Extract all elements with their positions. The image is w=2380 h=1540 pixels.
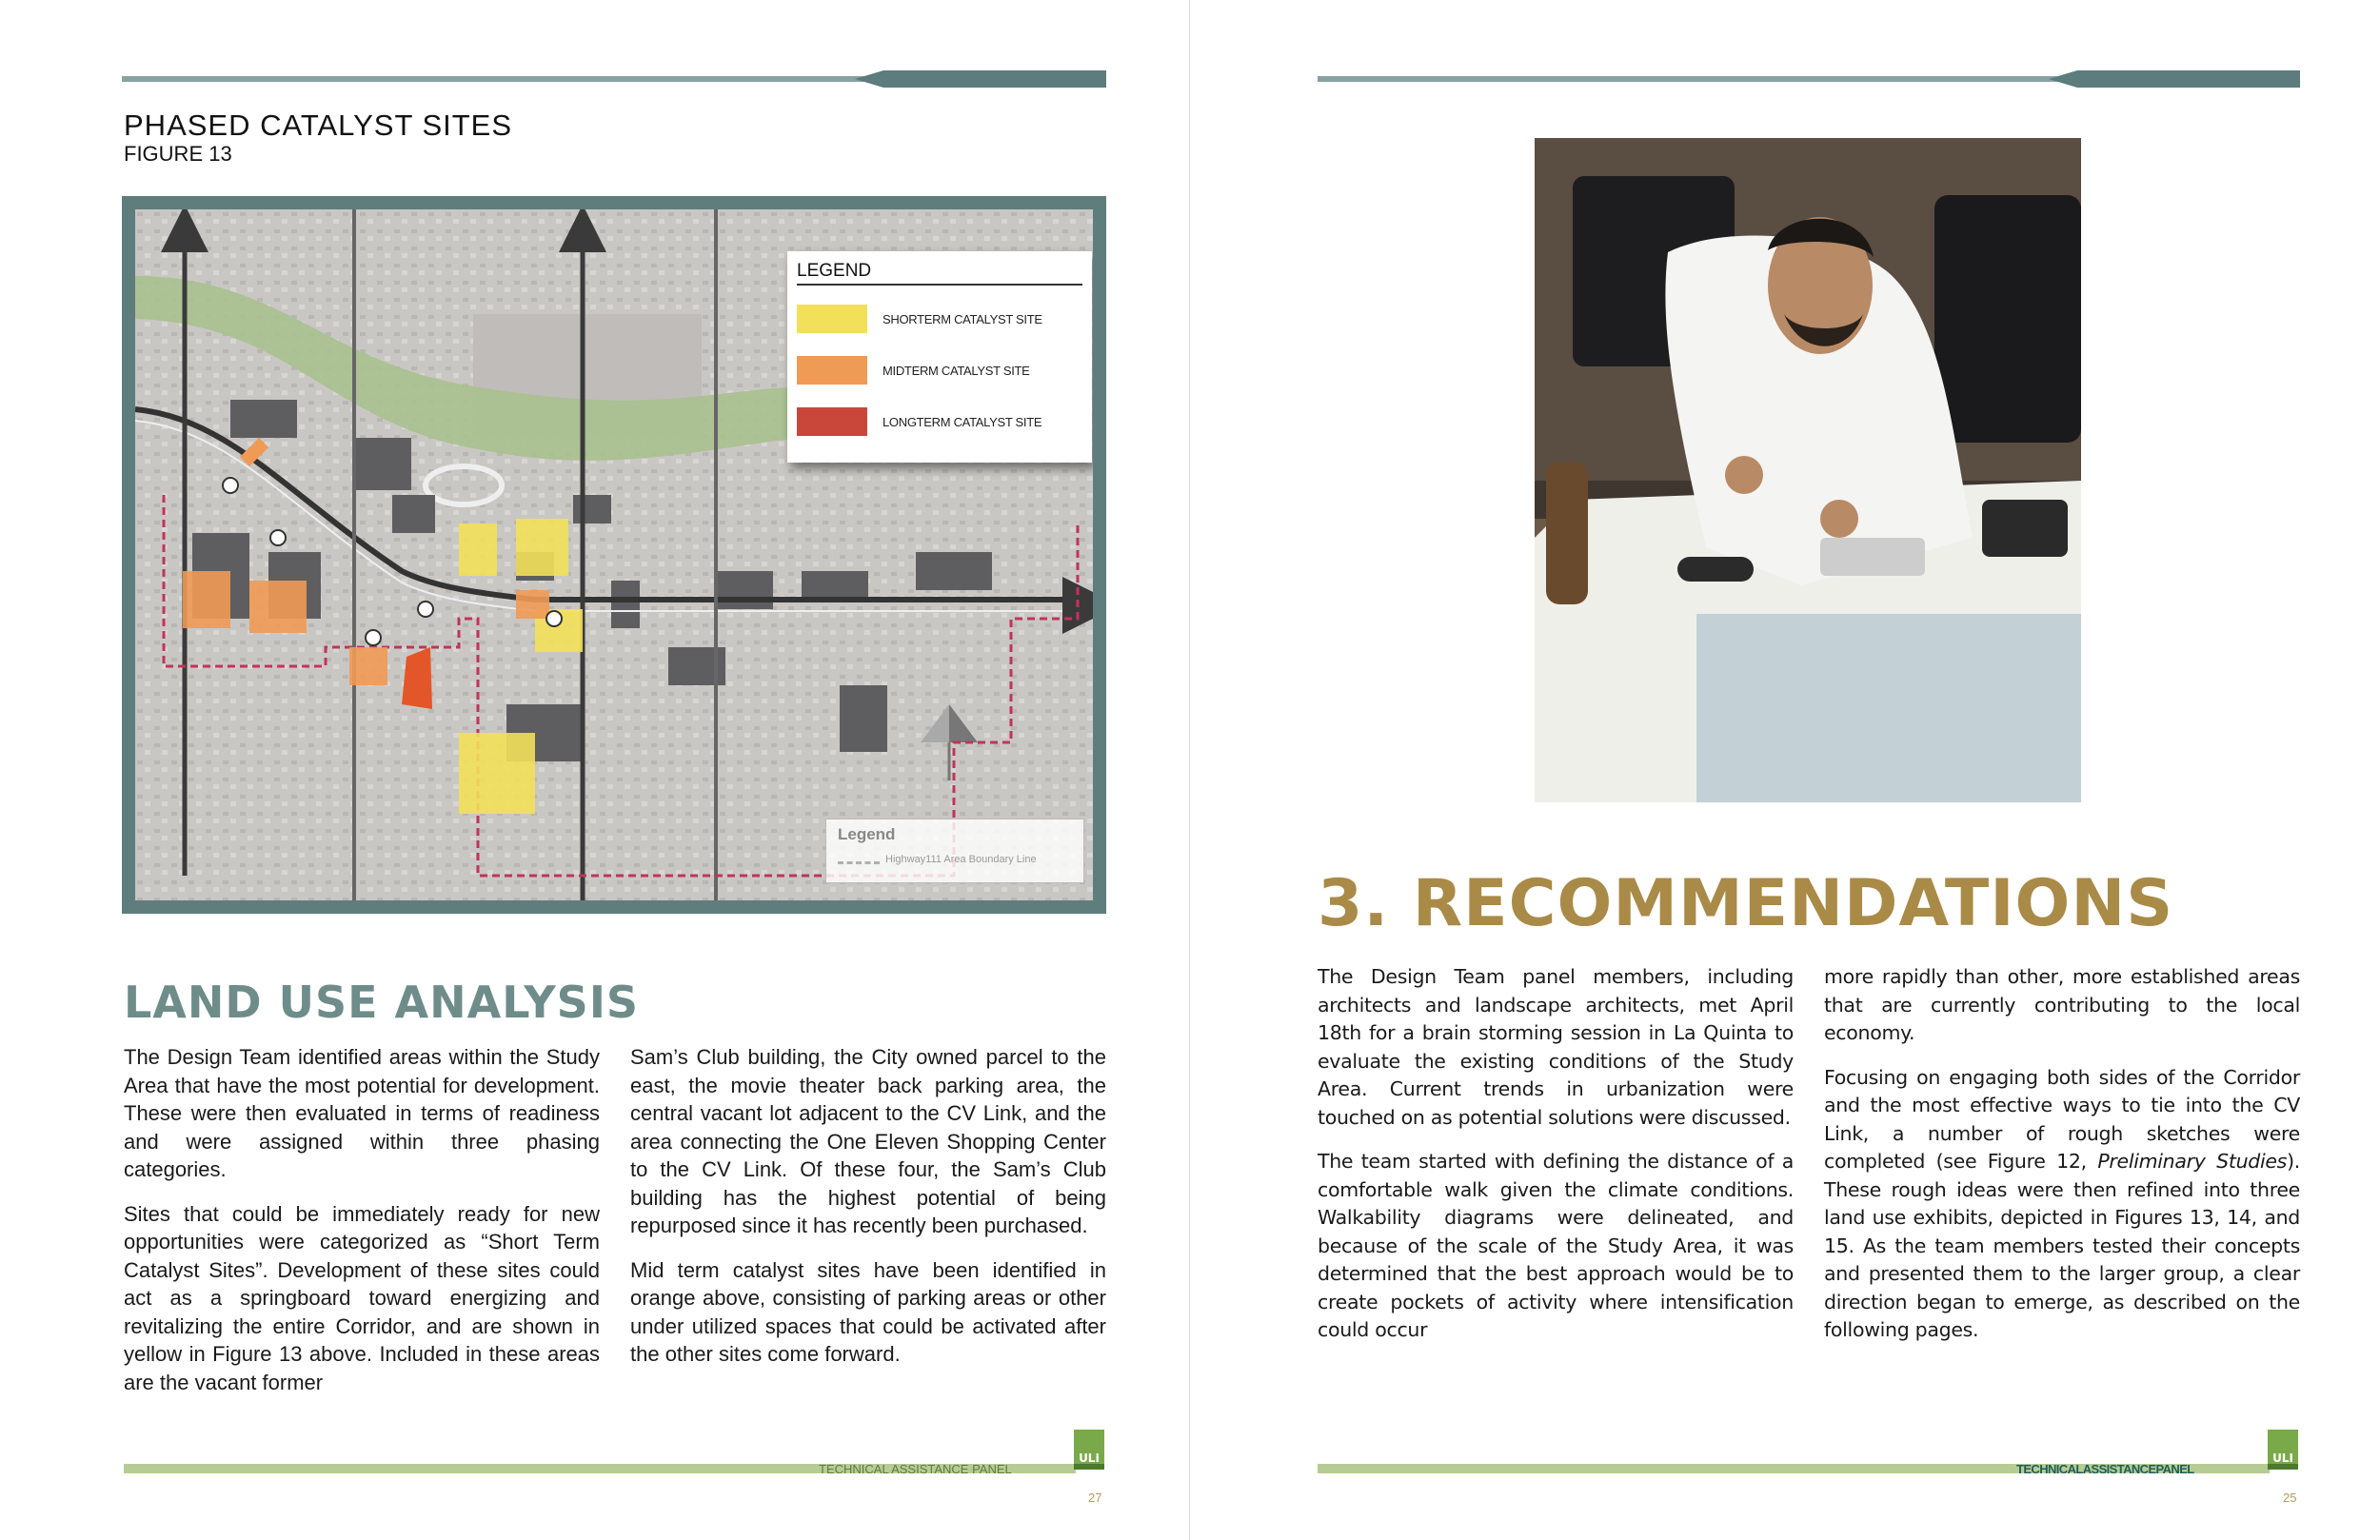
- meeting-photo: [1535, 138, 2081, 802]
- paragraph: The team started with defining the distance of a comfortable walk given the climate conditions. Walkability diagrams were delineated, and because of the scale of the Study Area, it was determined that the best approach would be to create pockets of activity where intensification could occur: [1318, 1150, 1794, 1341]
- uli-logo: ULI: [1074, 1430, 1104, 1470]
- land-use-column-2: [630, 1043, 1106, 1385]
- land-use-column-1: [124, 1043, 600, 1412]
- boundary-legend-line: [838, 861, 880, 864]
- legend-label-shortterm: SHORTERM CATALYST SITE: [883, 312, 1042, 326]
- top-tab: [855, 70, 1106, 88]
- top-tab: [2049, 70, 2300, 88]
- boundary-legend: [825, 819, 1084, 883]
- paragraph: Mid term catalyst sites have been identified in orange above, consisting of parking areas or other under utilized spaces that could be activated after the other sites come forward.: [630, 1257, 1106, 1366]
- boundary-legend-title: Legend: [838, 825, 896, 843]
- map-frame: [122, 196, 1106, 914]
- map-legend-rule: [797, 284, 1082, 286]
- figure-title: PHASED CATALYST SITES: [124, 109, 513, 142]
- recommendations-column-1: [1318, 963, 1794, 1361]
- right-page: [1190, 0, 2380, 1540]
- paragraph: The Design Team panel members, including architects and landscape architects, met April 18th for a brain storming session in La Quinta to evaluate the existing conditions of the Study Area. Current trends in urbanization were touched on as potential solutions were discussed.: [1318, 965, 1794, 1129]
- paragraph-text: Focusing on engaging both sides of the Corridor and the most effective ways to tie into the CV Link, a number of rough sketches were completed (see Figure 12,: [1824, 1065, 2300, 1173]
- legend-swatch-longterm: [797, 407, 867, 436]
- figure-number: FIGURE 13: [124, 142, 232, 166]
- boundary-legend-label: Highway111 Area Boundary Line: [885, 854, 1037, 865]
- figure-reference: Preliminary Studies: [2097, 1150, 2288, 1173]
- footer-label: TECHNICAL ASSISTANCE PANEL: [819, 1462, 1012, 1476]
- paragraph: Sites that could be immediately ready for new opportunities were categorized as “Short Term Catalyst Sites”. Development of these sites could act as a springboard toward energizing and revitalizing the entire Corridor, and are shown in yellow in Figure 13 above. Included in these areas are the vacant former: [124, 1201, 600, 1394]
- legend-swatch-shortterm: [797, 305, 867, 333]
- page-number: 25: [2283, 1491, 2297, 1505]
- legend-swatch-midterm: [797, 356, 867, 385]
- paragraph-text: ). These rough ideas were then refined into three land use exhibits, depicted in Figures 13, 14, and 15. As the team members tested their concepts and presented them to the larger group, a clear direction began to emerge, as described on the following pages.: [1824, 1150, 2300, 1341]
- recommendations-column-2: [1824, 963, 2300, 1361]
- legend-label-longterm: LONGTERM CATALYST SITE: [883, 415, 1042, 429]
- section-title-recommendations: 3. RECOMMENDATIONS: [1318, 866, 2174, 941]
- section-title-land-use: LAND USE ANALYSIS: [124, 977, 640, 1028]
- map-legend: [787, 251, 1092, 463]
- page-number: 27: [1088, 1491, 1102, 1505]
- catalyst-sites-map: [135, 209, 1093, 900]
- footer-label: TECHNICALASSISTANCEPANEL: [2016, 1462, 2194, 1476]
- paragraph: more rapidly than other, more established areas that are currently contributing to the local economy.: [1824, 965, 2300, 1044]
- uli-logo: ULI: [2268, 1430, 2298, 1470]
- photo-meeting-icon: [1535, 138, 2081, 802]
- paragraph: Sam’s Club building, the City owned parcel to the east, the movie theater back parking area, the central vacant lot adjacent to the CV Link, and the area connecting the One Eleven Shopping Center to the CV Link. Of these four, the Sam’s Club building has the highest potential of being repurposed since it has recently been purchased.: [630, 1045, 1106, 1237]
- paragraph: [1824, 1064, 2300, 1345]
- paragraph: The Design Team identified areas within the Study Area that have the most potential for development. These were then evaluated in terms of readiness and were assigned within three phasing categories.: [124, 1045, 600, 1181]
- map-legend-title: LEGEND: [797, 261, 872, 281]
- legend-label-midterm: MIDTERM CATALYST SITE: [883, 364, 1030, 378]
